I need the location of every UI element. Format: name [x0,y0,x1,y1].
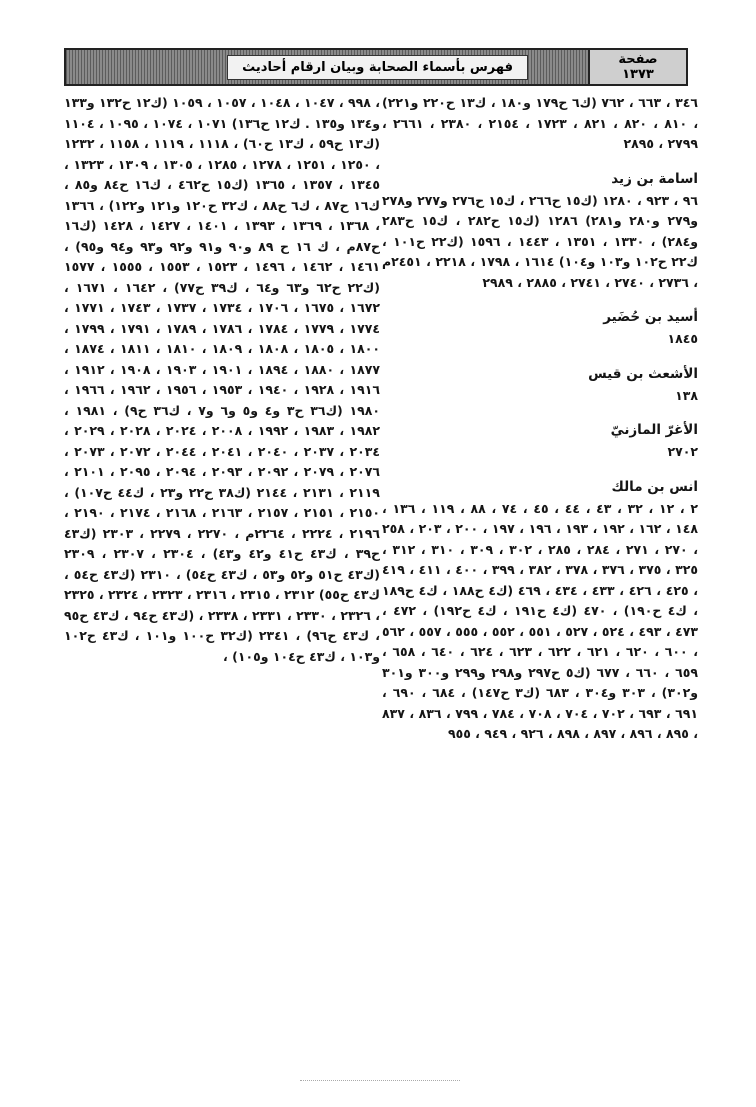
continuation-numbers: ٣٤٦ ، ٦٦٣ ، ٧٦٢ (ك٦ ح١٧٩ و١٨٠ ، ك١٣ ح٢٢٠ و٢٢١) ، ٨١٠ ، ٨٢٠ ، ٨٢١ ، ١٧٢٣ ، ٢١٥٤ ، ٢٣٨٠ ، ٢٦٦١ ، ٢٧٩٩ ، ٢٨٩٥ [382,95,699,151]
companion-name: انس بن مالك [611,478,698,495]
page-number: ١٣٧٣ [622,67,654,82]
hadith-numbers: ٩٦ ، ٩٢٣ ، ١٢٨٠ (ك١٥ ح٢٦٦ ، ك١٥ ح٢٧٦ و٢٧٧ و٢٧٨ و٢٧٩ و٢٨٠ و٢٨١) ١٢٨٦ (ك١٥ ح٢٨٢ ، ك١٥ ح٢٨٣ و٢٨٤) ، ١٣٣٠ ، ١٣٥١ ، ١٤٤٣ ، ١٥٩٦ (ك٢٢ ح١٠١ ، ك٢٢ ح١٠٢ و١٠٣ و١٠٤) ١٦١٤ ، ١٧٩٨ ، ٢٢١٨ ، ٢٤٥١م ، ٢٧٣٦ ، ٢٧٤٠ ، ٢٧٤١ ، ٢٨٨٥ ، ٢٩٨٩ [382,192,699,290]
right-column [382,93,698,745]
companion-name: اسامة بن زيد [611,170,698,187]
page-header [64,48,688,86]
hadith-numbers: ٢٧٠٢ [667,444,698,459]
hadith-numbers: ١٣٨ [675,387,698,403]
hadith-numbers-continued: ، ٩٩٨ ، ١٠٤٧ ، ١٠٤٨ ، ١٠٥٧ ، ١٠٥٩ (ك١٢ ح١٣٢ و١٣٣ و١٣٤ و١٣٥ . ك١٢ ح١٣٦) ١٠٧١ ، ١٠٧٤ ، ١٠٩٥ ، ١١٠٤ (ك١٣ ح٥٩ ، ك١٣ ح٦٠) ، ١١١٨ ، ١١١٩ ، ١١٥٨ ، ١٢٣٢ ، ١٢٥٠ ، ١٢٥١ ، ١٢٧٨ ، ١٢٨٥ ، ١٣٠٥ ، ١٣٠٩ ، ١٣٢٣ ، ١٣٤٥ ، ١٣٥٧ ، ١٣٦٥ (ك١٥ ح٤٦٢ ، ك١٦ ح٨٤ و٨٥ ، ك١٦ ح٨٧ ، ك٦ ح٨٨ ، ك٣٢ ح١٢٠ و١٢١ و١٢٢) ، ١٣٦٦ ، ١٣٦٨ ، ١٣٦٩ ، ١٣٩٣ ، ١٤٠١ ، ١٤٢٧ ، ١٤٢٨ (ك١٦ ح٨٧م ، ك ١٦ ح ٨٩ و٩٠ و٩١ و٩٢ و٩٣ و٩٤ و٩٥) ، ١٤٦١ ، ١٤٦٢ ، ١٤٩٦ ، ١٥٢٣ ، ١٥٥٣ ، ١٥٥٥ ، ١٥٧٧ (ك٢٢ ح٦٢ و٦٣ و٦٤ ، ك٣٩ ح٧٧) ، ١٦٤٢ ، ١٦٧١ ، ١٦٧٢ ، ١٦٧٥ ، ١٧٠٦ ، ١٧٣٤ ، ١٧٣٧ ، ١٧٤٣ ، ١٧٧١ ، ١٧٧٤ ، ١٧٧٩ ، ١٧٨٤ ، ١٧٨٦ ، ١٧٨٩ ، ١٧٩١ ، ١٧٩٩ ، ١٨٠٠ ، ١٨٠٥ ، ١٨٠٨ ، ١٨٠٩ ، ١٨١٠ ، ١٨١١ ، ١٨٧٤ ، ١٨٧٧ ، ١٨٨٠ ، ١٨٩٤ ، ١٩٠١ ، ١٩٠٣ ، ١٩٠٨ ، ١٩١٢ ، ١٩١٦ ، ١٩٢٨ ، ١٩٤٠ ، ١٩٥٣ ، ١٩٥٦ ، ١٩٦٢ ، ١٩٦٦ ، ١٩٨٠ (ك٣٦ ح٣ و٤ و٥ و٦ و٧ ، ك٣٦ ح٩) ، ١٩٨١ ، ١٩٨٢ ، ١٩٨٣ ، ١٩٩٢ ، ٢٠٠٨ ، ٢٠٢٤ ، ٢٠٢٨ ، ٢٠٢٩ ، ٢٠٣٤ ، ٢٠٣٧ ، ٢٠٤٠ ، ٢٠٤١ ، ٢٠٤٤ ، ٢٠٧٢ ، ٢٠٧٣ ، ٢٠٧٦ ، ٢٠٧٩ ، ٢٠٩٢ ، ٢٠٩٣ ، ٢٠٩٤ ، ٢٠٩٥ ، ٢١٠١ ، ٢١١٩ ، ٢١٣١ ، ٢١٤٤ (ك٣٨ ح٢٢ و٢٣ ، ك٤٤ ح١٠٧) ، ٢١٥٠ ، ٢١٥١ ، ٢١٥٧ ، ٢١٦٣ ، ٢١٦٨ ، ٢١٧٤ ، ٢١٩٠ ، ٢١٩٦ ، ٢٢٢٤ ، ٢٢٦٤م ، ٢٢٧٠ ، ٢٢٧٩ ، ٢٣٠٣ (ك٤٣ ح٣٩ ، ك٤٣ ح٤١ و٤٢ و٤٣) ، ٢٣٠٤ ، ٢٣٠٧ ، ٢٣٠٩ (ك٤٣ ح٥١ و٥٢ و٥٣ ، ك٤٣ ح٥٤) ، ٢٣١٠ (ك٤٣ ح٥٤ ، ك٤٣ ح٥٥) ٢٣١٢ ، ٢٣١٥ ، ٢٣١٦ ، ٢٣٢٣ ، ٢٣٢٤ ، ٢٣٢٥ ، ٢٣٢٦ ، ٢٣٣٠ ، ٢٣٣١ ، ٢٣٣٨ ، (ك٤٣ ح٩٤ ، ك٤٣ ح٩٥ ، ك٤٣ ح٩٦) ، ٢٣٤١ (ك٣٢ ح١٠٠ و١٠١ ، ك٤٣ ح١٠٢ و١٠٣ ، ك٤٣ ح١٠٤ و١٠٥) ، [63,95,381,664]
title-band [66,50,588,84]
page-label: صفحة [618,52,658,67]
page-number-box [588,50,686,84]
footer-divider [300,1080,460,1081]
hadith-numbers: ١٨٤٥ [667,331,698,346]
companion-name: أسيد بن حُضَير [603,309,698,325]
page-title: فهرس بأسماء الصحابة وبيان ارقام أحاديث [227,55,528,80]
hadith-numbers: ٢ ، ١٢ ، ٣٢ ، ٤٣ ، ٤٤ ، ٤٥ ، ٧٤ ، ٨٨ ، ١١٩ ، ١٣٦ ، ١٤٨ ، ١٦٢ ، ١٩٢ ، ١٩٣ ، ١٩٦ ، ١٩٧ ، ٢٠٠ ، ٢٠٣ ، ٢٥٨ ، ٢٧٠ ، ٢٧١ ، ٢٨٤ ، ٢٨٥ ، ٣٠٢ ، ٣٠٩ ، ٣١٠ ، ٣١٢ ، ٣٢٥ ، ٣٧٥ ، ٣٧٦ ، ٣٧٨ ، ٣٨٢ ، ٣٩٩ ، ٤٠٠ ، ٤١١ ، ٤١٩ ، ٤٢٥ ، ٤٢٦ ، ٤٣٣ ، ٤٣٤ ، ٤٦٩ (ك٤ ح١٨٨ ، ك٤ ح١٨٩ ، ك٤ ح١٩٠) ، ٤٧٠ (ك٤ ح١٩١ ، ك٤ ح١٩٢) ، ٤٧٢ ، ٤٧٣ ، ٤٩٣ ، ٥٢٤ ، ٥٢٧ ، ٥٥١ ، ٥٥٢ ، ٥٥٥ ، ٥٥٧ ، ٥٦٢ ، ٦٠٠ ، ٦٢٠ ، ٦٢١ ، ٦٢٢ ، ٦٢٣ ، ٦٢٤ ، ٦٤٠ ، ٦٥٨ ، ٦٥٩ ، ٦٦٠ ، ٦٧٧ (ك٥ ح٢٩٧ و٢٩٨ و٢٩٩ و٣٠٠ و٣٠١ و٣٠٢) ، ٣٠٣ و٣٠٤ ، ٦٨٣ (ك٣ ح١٤٧) ، ٦٨٤ ، ٦٩٠ ، ٦٩١ ، ٦٩٣ ، ٧٠٢ ، ٧٠٤ ، ٧٠٨ ، ٧٨٤ ، ٧٩٩ ، ٨٣٦ ، ٨٣٧ ، ٨٩٥ ، ٨٩٦ ، ٨٩٧ ، ٨٩٨ ، ٩٢٦ ، ٩٤٩ ، ٩٥٥ [382,500,699,741]
left-column [64,93,380,667]
companion-name: الأشعث بن قيس [588,365,698,382]
companion-name: الأغرّ المازنيّ [610,422,698,438]
